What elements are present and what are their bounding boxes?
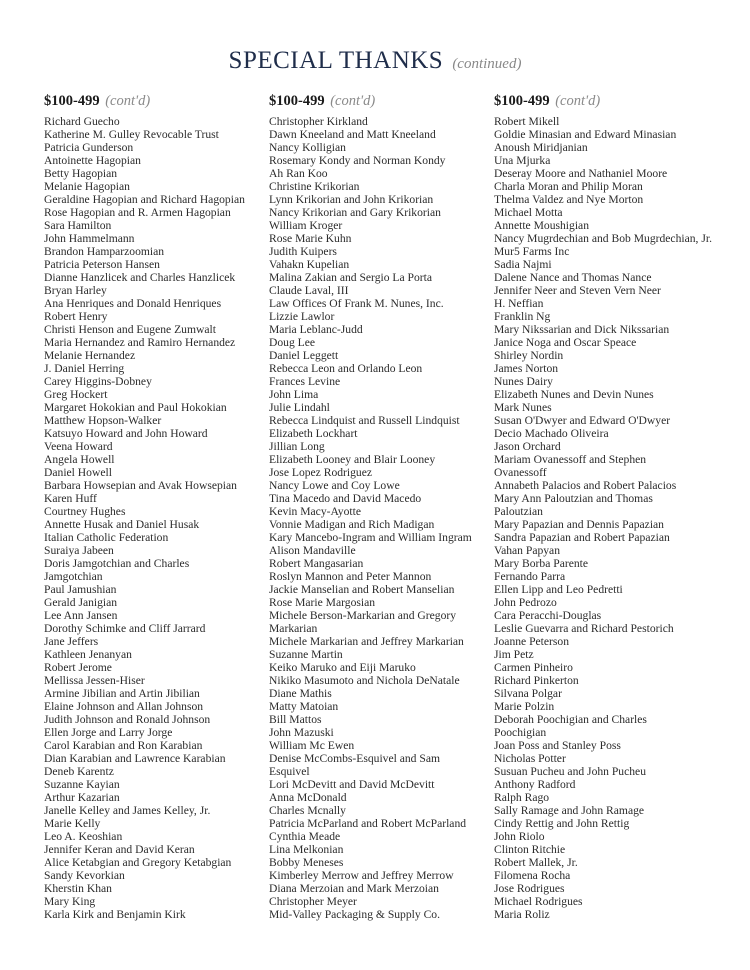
donor-name: William Kroger xyxy=(269,219,343,232)
donor-name: Mur5 Farms Inc xyxy=(494,245,570,258)
donor-name: John Hammelmann xyxy=(44,232,135,245)
donor-name: Doug Lee xyxy=(269,336,316,349)
donor-name: Bryan Harley xyxy=(44,284,107,297)
donor-name: Christopher Meyer xyxy=(269,895,357,908)
donor-name: Katherine M. Gulley Revocable Trust xyxy=(44,128,219,141)
donor-name: Lynn Krikorian and John Krikorian xyxy=(269,193,434,206)
donor-name: Alison Mandaville xyxy=(269,544,356,557)
continued-label: (cont'd) xyxy=(105,93,151,109)
donor-name: Kathleen Jenanyan xyxy=(44,648,132,661)
donor-name: Sara Hamilton xyxy=(44,219,112,232)
donor-name: Nancy Kolligian xyxy=(269,141,346,154)
donor-name: Esquivel xyxy=(269,765,310,778)
donor-name: Daniel Leggett xyxy=(269,349,339,362)
donor-name: Jennifer Keran and David Keran xyxy=(44,843,195,856)
donor-name: William Mc Ewen xyxy=(269,739,355,752)
donor-name: Christopher Kirkland xyxy=(269,115,368,128)
donor-name: Betty Hagopian xyxy=(44,167,118,180)
donor-name: Sadia Najmi xyxy=(494,258,552,271)
donor-name: Nikiko Masumoto and Nichola DeNatale xyxy=(269,674,460,687)
donor-name: Karen Huff xyxy=(44,492,97,505)
donor-name: Una Mjurka xyxy=(494,154,551,167)
donor-name: Jillian Long xyxy=(269,440,325,453)
donor-name: Michele Berson-Markarian and Gregory xyxy=(269,609,457,622)
donor-name: Dianne Hanzlicek and Charles Hanzlicek xyxy=(44,271,236,284)
donor-name: Bobby Meneses xyxy=(269,856,344,869)
donor-name: Katsuyo Howard and John Howard xyxy=(44,427,208,440)
donor-name: Marie Polzin xyxy=(494,700,555,713)
donor-name: Greg Hockert xyxy=(44,388,108,401)
donor-name: Lori McDevitt and David McDevitt xyxy=(269,778,435,791)
donor-name: John Lima xyxy=(269,388,319,401)
column-heading xyxy=(494,93,719,115)
donor-name: Nancy Lowe and Coy Lowe xyxy=(269,479,400,492)
donor-name: Maria Roliz xyxy=(494,908,550,921)
donor-name: Annette Moushigian xyxy=(494,219,589,232)
donor-name: Maria Leblanc-Judd xyxy=(269,323,363,336)
column-heading xyxy=(269,93,494,115)
donor-name: Diana Merzoian and Mark Merzoian xyxy=(269,882,439,895)
donor-name: Annette Husak and Daniel Husak xyxy=(44,518,200,531)
donor-name: Doris Jamgotchian and Charles xyxy=(44,557,190,570)
donor-name: Geraldine Hagopian and Richard Hagopian xyxy=(44,193,245,206)
donor-name: Anoush Miridjanian xyxy=(494,141,588,154)
donor-name: Ah Ran Koo xyxy=(269,167,328,180)
donor-name: Rebecca Leon and Orlando Leon xyxy=(269,362,423,375)
donor-name: Paloutzian xyxy=(494,505,543,518)
donor-name: Denise McCombs-Esquivel and Sam xyxy=(269,752,440,765)
donor-name: Sandy Kevorkian xyxy=(44,869,125,882)
donor-name: Matty Matoian xyxy=(269,700,339,713)
donor-name: Alice Ketabgian and Gregory Ketabgian xyxy=(44,856,232,869)
donor-name: Julie Lindahl xyxy=(269,401,330,414)
donor-name: Malina Zakian and Sergio La Porta xyxy=(269,271,433,284)
page-title: SPECIAL THANKS xyxy=(228,47,444,74)
donor-name: Mellissa Jessen-Hiser xyxy=(44,674,145,687)
donor-name: Vonnie Madigan and Rich Madigan xyxy=(269,518,435,531)
donor-name: J. Daniel Herring xyxy=(44,362,125,375)
donor-name: Cara Peracchi-Douglas xyxy=(494,609,602,622)
donor-name: Michele Markarian and Jeffrey Markarian xyxy=(269,635,464,648)
donor-name: Veena Howard xyxy=(44,440,113,453)
donor-name: Markarian xyxy=(269,622,318,635)
donor-name: Claude Laval, III xyxy=(269,284,349,297)
donor-name: Annabeth Palacios and Robert Palacios xyxy=(494,479,677,492)
donor-name: Mary Nikssarian and Dick Nikssarian xyxy=(494,323,670,336)
donor-name: Angela Howell xyxy=(44,453,115,466)
donor-name: Matthew Hopson-Walker xyxy=(44,414,162,427)
donor-name: Karla Kirk and Benjamin Kirk xyxy=(44,908,186,921)
donor-list xyxy=(44,115,269,921)
donor-name: Maria Hernandez and Ramiro Hernandez xyxy=(44,336,236,349)
donor-name: Deseray Moore and Nathaniel Moore xyxy=(494,167,668,180)
donor-name: Frances Levine xyxy=(269,375,341,388)
donor-name: Ralph Rago xyxy=(494,791,550,804)
donor-name: Mary Borba Parente xyxy=(494,557,589,570)
donor-name: Mariam Ovanessoff and Stephen xyxy=(494,453,647,466)
donor-name: Thelma Valdez and Nye Morton xyxy=(494,193,644,206)
donor-name: Rebecca Lindquist and Russell Lindquist xyxy=(269,414,460,427)
donor-name: Janice Noga and Oscar Speace xyxy=(494,336,637,349)
donor-name: Goldie Minasian and Edward Minasian xyxy=(494,128,677,141)
donor-name: Clinton Ritchie xyxy=(494,843,566,856)
donor-name: Charles Mcnally xyxy=(269,804,346,817)
donor-name: Filomena Rocha xyxy=(494,869,571,882)
donor-name: Cindy Rettig and John Rettig xyxy=(494,817,630,830)
donor-name: Dalene Nance and Thomas Nance xyxy=(494,271,652,284)
donor-name: Nicholas Potter xyxy=(494,752,566,765)
donor-name: Nancy Krikorian and Gary Krikorian xyxy=(269,206,441,219)
donor-name: Daniel Howell xyxy=(44,466,112,479)
donor-name: Jennifer Neer and Steven Vern Neer xyxy=(494,284,661,297)
donor-name: Dorothy Schimke and Cliff Jarrard xyxy=(44,622,206,635)
donor-name: Richard Guecho xyxy=(44,115,120,128)
donor-name: Suzanne Kayian xyxy=(44,778,120,791)
donor-name: Marie Kelly xyxy=(44,817,101,830)
donor-list xyxy=(494,115,719,921)
donor-name: Robert Henry xyxy=(44,310,108,323)
donor-name: James Norton xyxy=(494,362,559,375)
donor-name: Paul Jamushian xyxy=(44,583,117,596)
donor-name: Janelle Kelley and James Kelley, Jr. xyxy=(44,804,211,817)
donor-name: Law Offices Of Frank M. Nunes, Inc. xyxy=(269,297,444,310)
donor-name: Silvana Polgar xyxy=(494,687,562,700)
donor-name: Vahakn Kupelian xyxy=(269,258,350,271)
donor-name: Anthony Radford xyxy=(494,778,576,791)
donation-tier-label: $100-499 xyxy=(269,93,325,109)
donor-list xyxy=(269,115,494,921)
donor-name: Sandra Papazian and Robert Papazian xyxy=(494,531,670,544)
donor-name: Jose Lopez Rodriguez xyxy=(269,466,373,479)
donor-name: Bill Mattos xyxy=(269,713,322,726)
donor-name: John Riolo xyxy=(494,830,545,843)
donor-name: Suzanne Martin xyxy=(269,648,343,661)
donor-name: Rose Marie Margosian xyxy=(269,596,376,609)
donor-name: Ellen Jorge and Larry Jorge xyxy=(44,726,173,739)
donor-name: Vahan Papyan xyxy=(494,544,561,557)
donor-name: Carmen Pinheiro xyxy=(494,661,573,674)
donor-name: Deneb Karentz xyxy=(44,765,114,778)
donor-name: Mary Ann Paloutzian and Thomas xyxy=(494,492,653,505)
donor-name: Michael Motta xyxy=(494,206,563,219)
donor-name: Nancy Mugrdechian and Bob Mugrdechian, Jr. xyxy=(494,232,712,245)
donor-name: Suraiya Jabeen xyxy=(44,544,114,557)
donor-name: Jim Petz xyxy=(494,648,534,661)
donor-name: Elizabeth Looney and Blair Looney xyxy=(269,453,436,466)
donor-name: Courtney Hughes xyxy=(44,505,126,518)
continued-label: (cont'd) xyxy=(330,93,376,109)
donor-name: Susan O'Dwyer and Edward O'Dwyer xyxy=(494,414,671,427)
donor-column-2 xyxy=(269,93,494,921)
donor-name: Richard Pinkerton xyxy=(494,674,579,687)
donor-column-3 xyxy=(494,93,719,921)
column-heading xyxy=(44,93,269,115)
donor-name: Sally Ramage and John Ramage xyxy=(494,804,645,817)
donor-name: Dian Karabian and Lawrence Karabian xyxy=(44,752,226,765)
donor-name: Ana Henriques and Donald Henriques xyxy=(44,297,222,310)
donor-name: Ellen Lipp and Leo Pedretti xyxy=(494,583,623,596)
donor-name: Christi Henson and Eugene Zumwalt xyxy=(44,323,216,336)
donor-name: Franklin Ng xyxy=(494,310,551,323)
donor-name: Michael Rodrigues xyxy=(494,895,583,908)
donor-name: Rose Marie Kuhn xyxy=(269,232,352,245)
donor-name: Kherstin Khan xyxy=(44,882,112,895)
donor-name: Rose Hagopian and R. Armen Hagopian xyxy=(44,206,231,219)
donor-name: Jason Orchard xyxy=(494,440,561,453)
donor-name: Melanie Hernandez xyxy=(44,349,136,362)
donor-name: Elizabeth Nunes and Devin Nunes xyxy=(494,388,654,401)
donor-column-1 xyxy=(44,93,269,921)
donor-name: Joan Poss and Stanley Poss xyxy=(494,739,621,752)
donor-name: Judith Kuipers xyxy=(269,245,337,258)
donor-name: Robert Mikell xyxy=(494,115,560,128)
donor-name: Nunes Dairy xyxy=(494,375,553,388)
donor-name: Kimberley Merrow and Jeffrey Merrow xyxy=(269,869,454,882)
donor-name: Jose Rodrigues xyxy=(494,882,565,895)
page-title-block xyxy=(0,47,750,75)
donor-name: Christine Krikorian xyxy=(269,180,360,193)
donor-name: Elaine Johnson and Allan Johnson xyxy=(44,700,204,713)
donor-name: Fernando Parra xyxy=(494,570,566,583)
donor-name: Charla Moran and Philip Moran xyxy=(494,180,643,193)
donor-name: Lina Melkonian xyxy=(269,843,344,856)
donation-tier-label: $100-499 xyxy=(44,93,100,109)
donor-name: Diane Mathis xyxy=(269,687,332,700)
donor-name: Carol Karabian and Ron Karabian xyxy=(44,739,203,752)
donor-name: Brandon Hamparzoomian xyxy=(44,245,165,258)
donor-name: Antoinette Hagopian xyxy=(44,154,141,167)
donor-name: Carey Higgins-Dobney xyxy=(44,375,152,388)
donor-name: Robert Jerome xyxy=(44,661,112,674)
donor-name: Decio Machado Oliveira xyxy=(494,427,609,440)
donor-name: Jackie Manselian and Robert Manselian xyxy=(269,583,455,596)
donor-name: Gerald Janigian xyxy=(44,596,118,609)
donation-tier-label: $100-499 xyxy=(494,93,550,109)
donor-name: Robert Mangasarian xyxy=(269,557,364,570)
donor-name: Mark Nunes xyxy=(494,401,552,414)
donor-name: Leslie Guevarra and Richard Pestorich xyxy=(494,622,674,635)
donor-name: Shirley Nordin xyxy=(494,349,564,362)
donor-name: Ovanessoff xyxy=(494,466,547,479)
donor-name: Patricia Peterson Hansen xyxy=(44,258,160,271)
donor-name: Susuan Pucheu and John Pucheu xyxy=(494,765,646,778)
donor-name: Robert Mallek, Jr. xyxy=(494,856,578,869)
donor-name: Patricia Gunderson xyxy=(44,141,134,154)
donor-name: Leo A. Keoshian xyxy=(44,830,123,843)
donor-name: Rosemary Kondy and Norman Kondy xyxy=(269,154,446,167)
page-title-suffix: (continued) xyxy=(452,56,522,72)
donor-name: Judith Johnson and Ronald Johnson xyxy=(44,713,211,726)
donor-name: Mary King xyxy=(44,895,96,908)
donor-name: Anna McDonald xyxy=(269,791,347,804)
donor-name: Italian Catholic Federation xyxy=(44,531,169,544)
donor-name: Roslyn Mannon and Peter Mannon xyxy=(269,570,432,583)
donor-name: Joanne Peterson xyxy=(494,635,570,648)
donor-name: Mid-Valley Packaging & Supply Co. xyxy=(269,908,440,921)
donor-name: Jane Jeffers xyxy=(44,635,99,648)
donor-name: Lee Ann Jansen xyxy=(44,609,118,622)
donor-name: H. Neffian xyxy=(494,297,544,310)
donor-name: Arthur Kazarian xyxy=(44,791,120,804)
donor-name: Lizzie Lawlor xyxy=(269,310,335,323)
donor-name: Tina Macedo and David Macedo xyxy=(269,492,422,505)
donor-name: Poochigian xyxy=(494,726,547,739)
donor-name: John Pedrozo xyxy=(494,596,557,609)
donor-name: Keiko Maruko and Eiji Maruko xyxy=(269,661,416,674)
donor-name: John Mazuski xyxy=(269,726,334,739)
donor-name: Mary Papazian and Dennis Papazian xyxy=(494,518,664,531)
donor-name: Barbara Howsepian and Avak Howsepian xyxy=(44,479,237,492)
donor-name: Margaret Hokokian and Paul Hokokian xyxy=(44,401,227,414)
donor-name: Kary Mancebo-Ingram and William Ingram xyxy=(269,531,472,544)
donor-name: Dawn Kneeland and Matt Kneeland xyxy=(269,128,436,141)
donor-name: Patricia McParland and Robert McParland xyxy=(269,817,467,830)
continued-label: (cont'd) xyxy=(555,93,601,109)
donor-name: Armine Jibilian and Artin Jibilian xyxy=(44,687,200,700)
donor-name: Deborah Poochigian and Charles xyxy=(494,713,647,726)
donor-name: Elizabeth Lockhart xyxy=(269,427,358,440)
donor-name: Melanie Hagopian xyxy=(44,180,130,193)
donor-name: Cynthia Meade xyxy=(269,830,341,843)
donor-name: Kevin Macy-Ayotte xyxy=(269,505,361,518)
donor-name: Jamgotchian xyxy=(44,570,103,583)
